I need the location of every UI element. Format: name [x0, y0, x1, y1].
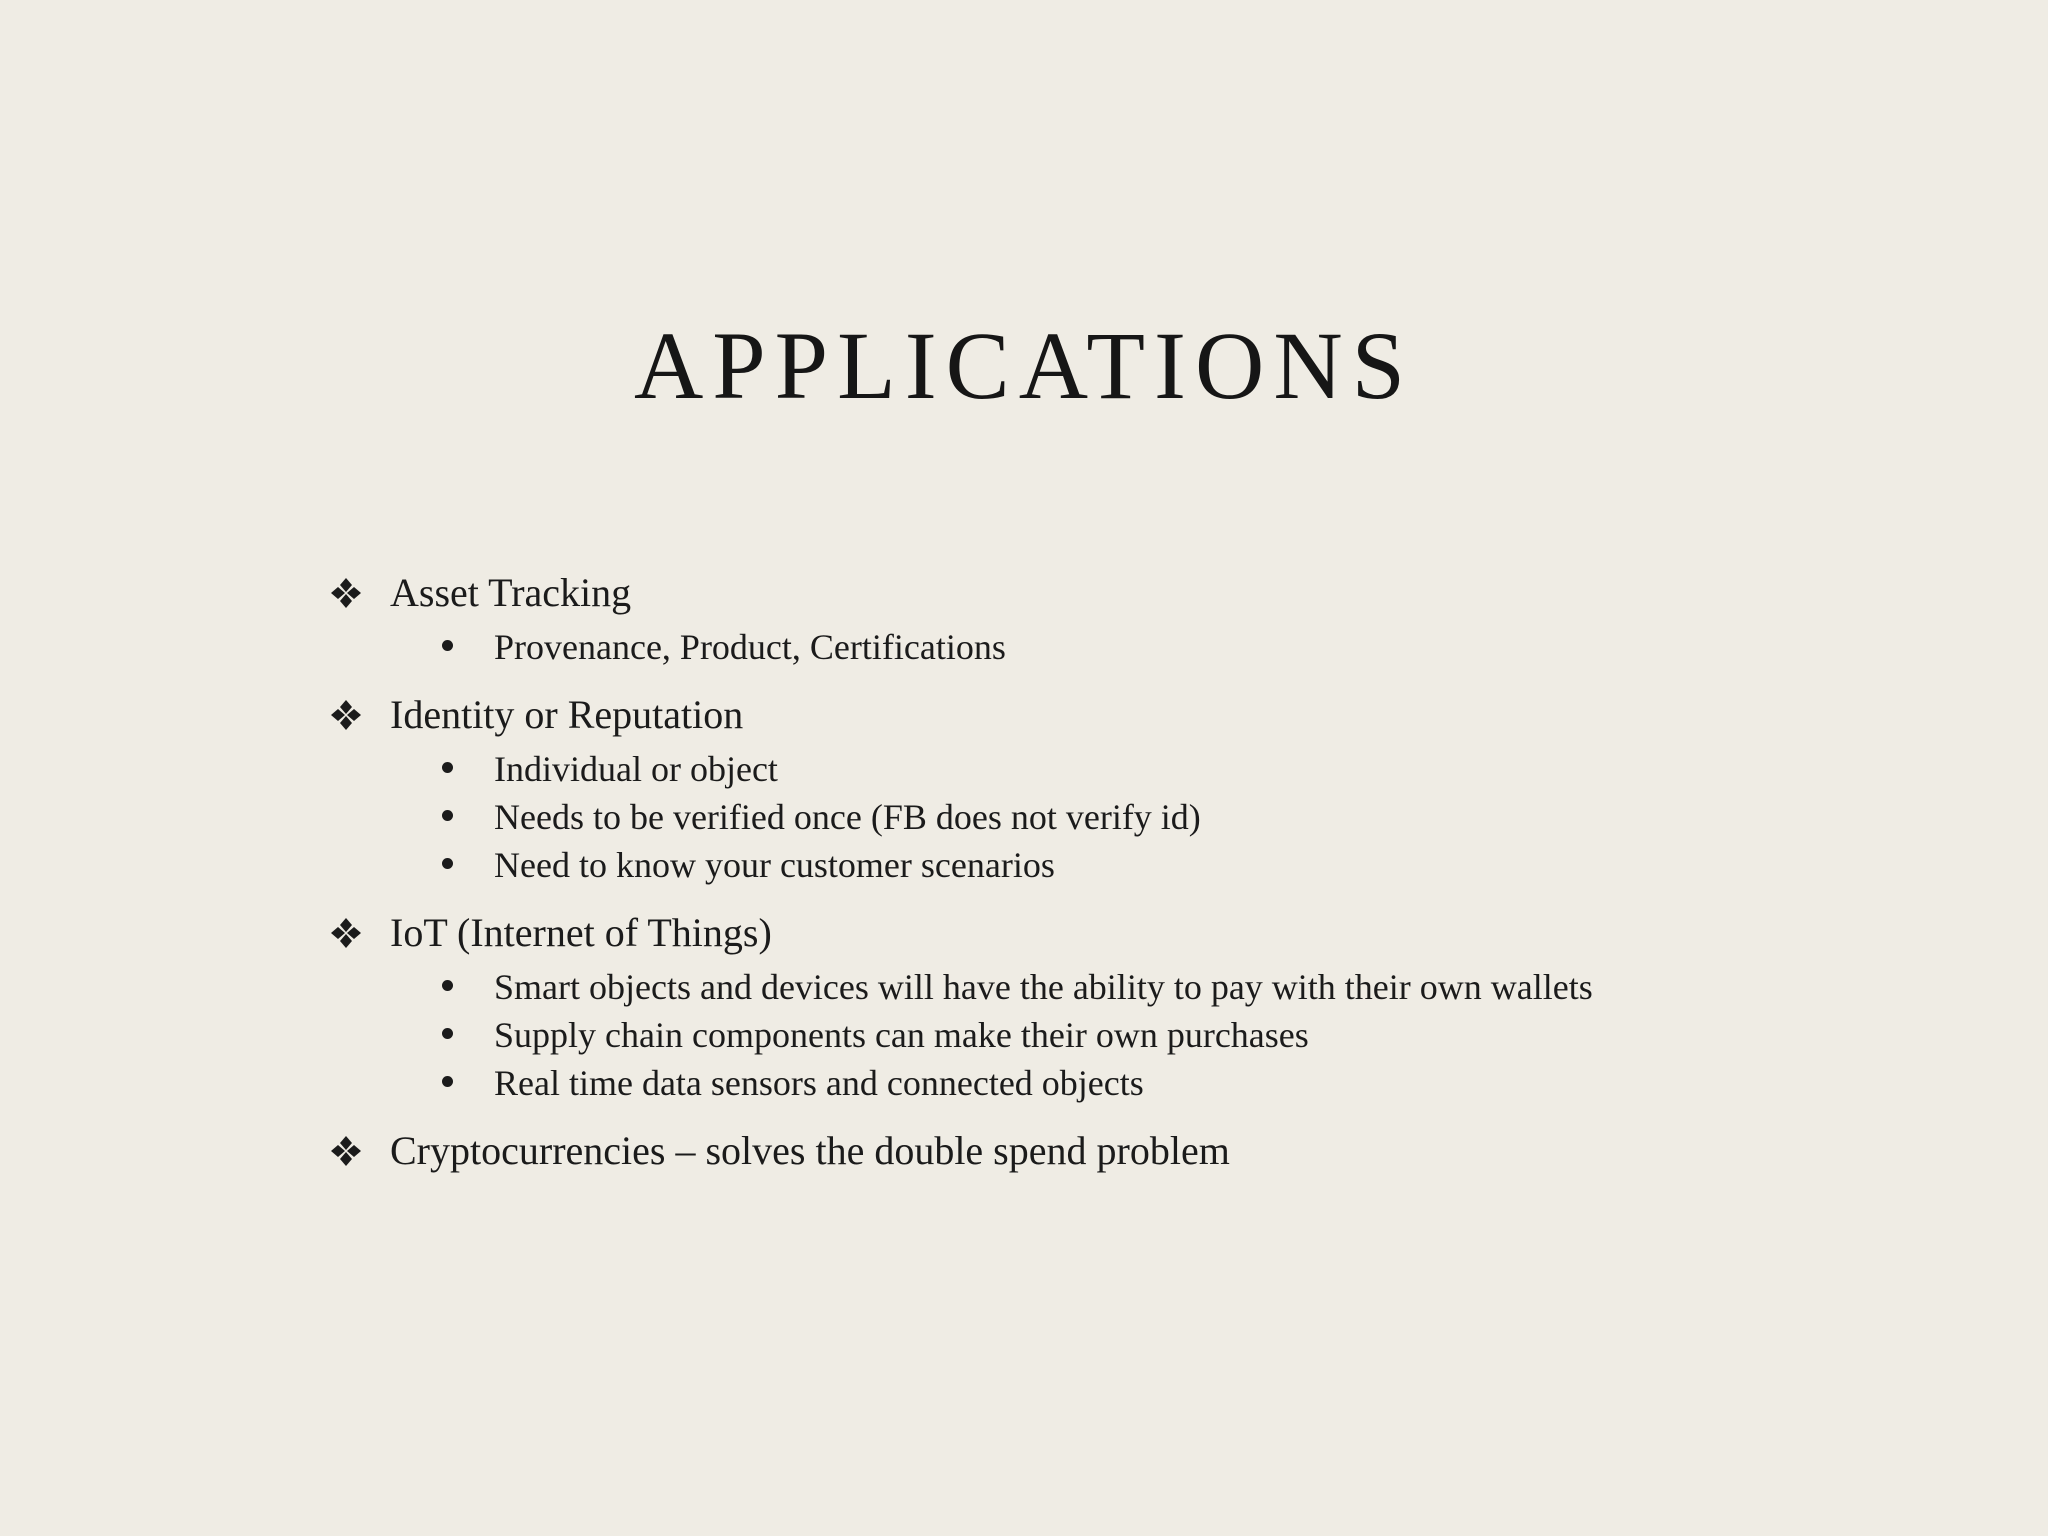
- round-bullet-icon: [442, 1028, 453, 1039]
- bullet-list: [330, 563, 1890, 1181]
- round-bullet-icon: [442, 810, 453, 821]
- list-item-label: IoT (Internet of Things): [390, 910, 772, 955]
- list-item-identity-reputation: [330, 685, 1890, 889]
- round-bullet-icon: [442, 762, 453, 773]
- sub-list: [330, 745, 1890, 889]
- round-bullet-icon: [442, 980, 453, 991]
- four-diamond-icon: [330, 577, 362, 609]
- sub-list-item: Real time data sensors and connected objects: [330, 1059, 1890, 1107]
- round-bullet-icon: [442, 1076, 453, 1087]
- list-item-asset-tracking: [330, 563, 1890, 671]
- sub-list-item: Provenance, Product, Certifications: [330, 623, 1890, 671]
- round-bullet-icon: [442, 640, 453, 651]
- sub-list-item: Supply chain components can make their own purchases: [330, 1011, 1890, 1059]
- sub-list-item: Smart objects and devices will have the ability to pay with their own wallets: [330, 963, 1890, 1011]
- list-item-label: Identity or Reputation: [390, 692, 744, 737]
- sub-list-item: Need to know your customer scenarios: [330, 841, 1890, 889]
- list-item-label: Asset Tracking: [390, 570, 632, 615]
- four-diamond-icon: [330, 699, 362, 731]
- list-item-iot: [330, 903, 1890, 1107]
- list-item-cryptocurrencies: [330, 1121, 1890, 1181]
- sub-list: [330, 623, 1890, 671]
- round-bullet-icon: [442, 858, 453, 869]
- list-item-label: Cryptocurrencies – solves the double spend problem: [390, 1128, 1230, 1173]
- sub-list-item: Individual or object: [330, 745, 1890, 793]
- sub-list-item: Needs to be verified once (FB does not verify id): [330, 793, 1890, 841]
- slide-title: APPLICATIONS: [633, 312, 1415, 419]
- sub-list: [330, 963, 1890, 1107]
- four-diamond-icon: [330, 1135, 362, 1167]
- four-diamond-icon: [330, 917, 362, 949]
